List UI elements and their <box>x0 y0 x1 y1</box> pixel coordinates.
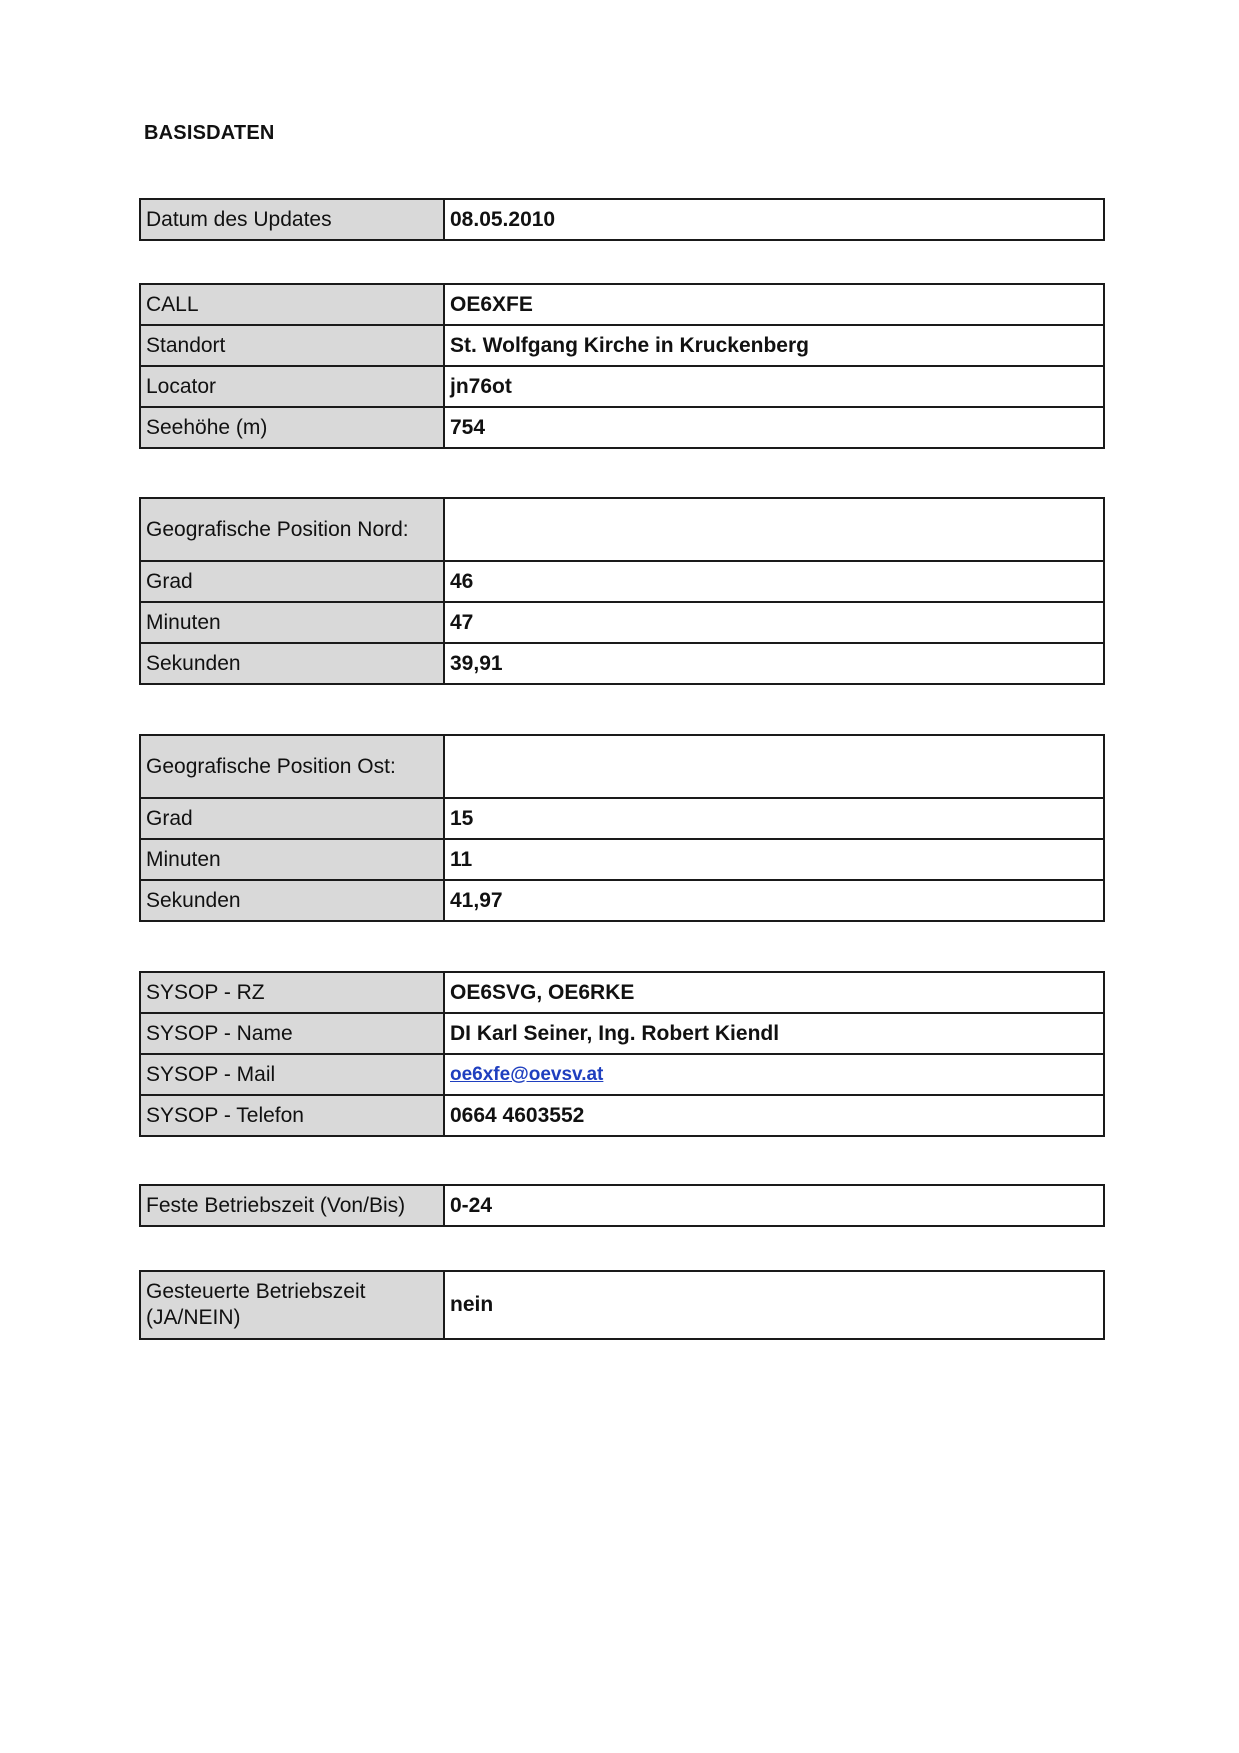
table-row <box>140 798 1104 839</box>
north-minuten-value: 47 <box>444 602 1104 643</box>
sysop-mail-label: SYSOP - Mail <box>140 1054 444 1095</box>
table-row <box>140 1013 1104 1054</box>
standort-label: Standort <box>140 325 444 366</box>
controlled-time-table <box>139 1270 1105 1340</box>
sysop-telefon-value: 0664 4603552 <box>444 1095 1104 1136</box>
table-row <box>140 325 1104 366</box>
height-label: Seehöhe (m) <box>140 407 444 448</box>
north-sekunden-value: 39,91 <box>444 643 1104 684</box>
table-row <box>140 407 1104 448</box>
sysop-telefon-label: SYSOP - Telefon <box>140 1095 444 1136</box>
sysop-name-value: DI Karl Seiner, Ing. Robert Kiendl <box>444 1013 1104 1054</box>
east-position-table <box>139 734 1105 922</box>
table-row <box>140 972 1104 1013</box>
table-row <box>140 1185 1104 1226</box>
standort-value: St. Wolfgang Kirche in Kruckenberg <box>444 325 1104 366</box>
table-row <box>140 199 1104 240</box>
sysop-rz-value: OE6SVG, OE6RKE <box>444 972 1104 1013</box>
sysop-name-label: SYSOP - Name <box>140 1013 444 1054</box>
fixed-time-table <box>139 1184 1105 1227</box>
controlled-time-label: Gesteuerte Betriebszeit (JA/NEIN) <box>140 1271 444 1339</box>
east-minuten-value: 11 <box>444 839 1104 880</box>
table-row <box>140 561 1104 602</box>
east-sekunden-value: 41,97 <box>444 880 1104 921</box>
table-row <box>140 284 1104 325</box>
station-table <box>139 283 1105 449</box>
locator-label: Locator <box>140 366 444 407</box>
north-position-table <box>139 497 1105 685</box>
update-date-value: 08.05.2010 <box>444 199 1104 240</box>
table-row <box>140 839 1104 880</box>
east-header-label: Geografische Position Ost: <box>140 735 444 798</box>
call-label: CALL <box>140 284 444 325</box>
call-value: OE6XFE <box>444 284 1104 325</box>
east-header-value <box>444 735 1104 798</box>
table-row <box>140 1095 1104 1136</box>
locator-value: jn76ot <box>444 366 1104 407</box>
north-minuten-label: Minuten <box>140 602 444 643</box>
north-header-label: Geografische Position Nord: <box>140 498 444 561</box>
north-sekunden-label: Sekunden <box>140 643 444 684</box>
page-title: BASISDATEN <box>144 122 275 144</box>
table-row <box>140 498 1104 561</box>
height-value: 754 <box>444 407 1104 448</box>
north-header-value <box>444 498 1104 561</box>
controlled-time-value: nein <box>444 1271 1104 1339</box>
table-row <box>140 735 1104 798</box>
table-row <box>140 1271 1104 1339</box>
sysop-rz-label: SYSOP - RZ <box>140 972 444 1013</box>
sysop-mail-cell <box>444 1054 1104 1095</box>
table-row <box>140 602 1104 643</box>
table-row <box>140 1054 1104 1095</box>
table-row <box>140 880 1104 921</box>
sysop-mail-link[interactable]: oe6xfe@oevsv.at <box>450 1064 604 1085</box>
north-grad-value: 46 <box>444 561 1104 602</box>
fixed-time-value: 0-24 <box>444 1185 1104 1226</box>
update-date-label: Datum des Updates <box>140 199 444 240</box>
fixed-time-label: Feste Betriebszeit (Von/Bis) <box>140 1185 444 1226</box>
update-table <box>139 198 1105 241</box>
east-minuten-label: Minuten <box>140 839 444 880</box>
table-row <box>140 366 1104 407</box>
sysop-table <box>139 971 1105 1137</box>
east-grad-label: Grad <box>140 798 444 839</box>
north-grad-label: Grad <box>140 561 444 602</box>
east-sekunden-label: Sekunden <box>140 880 444 921</box>
table-row <box>140 643 1104 684</box>
east-grad-value: 15 <box>444 798 1104 839</box>
